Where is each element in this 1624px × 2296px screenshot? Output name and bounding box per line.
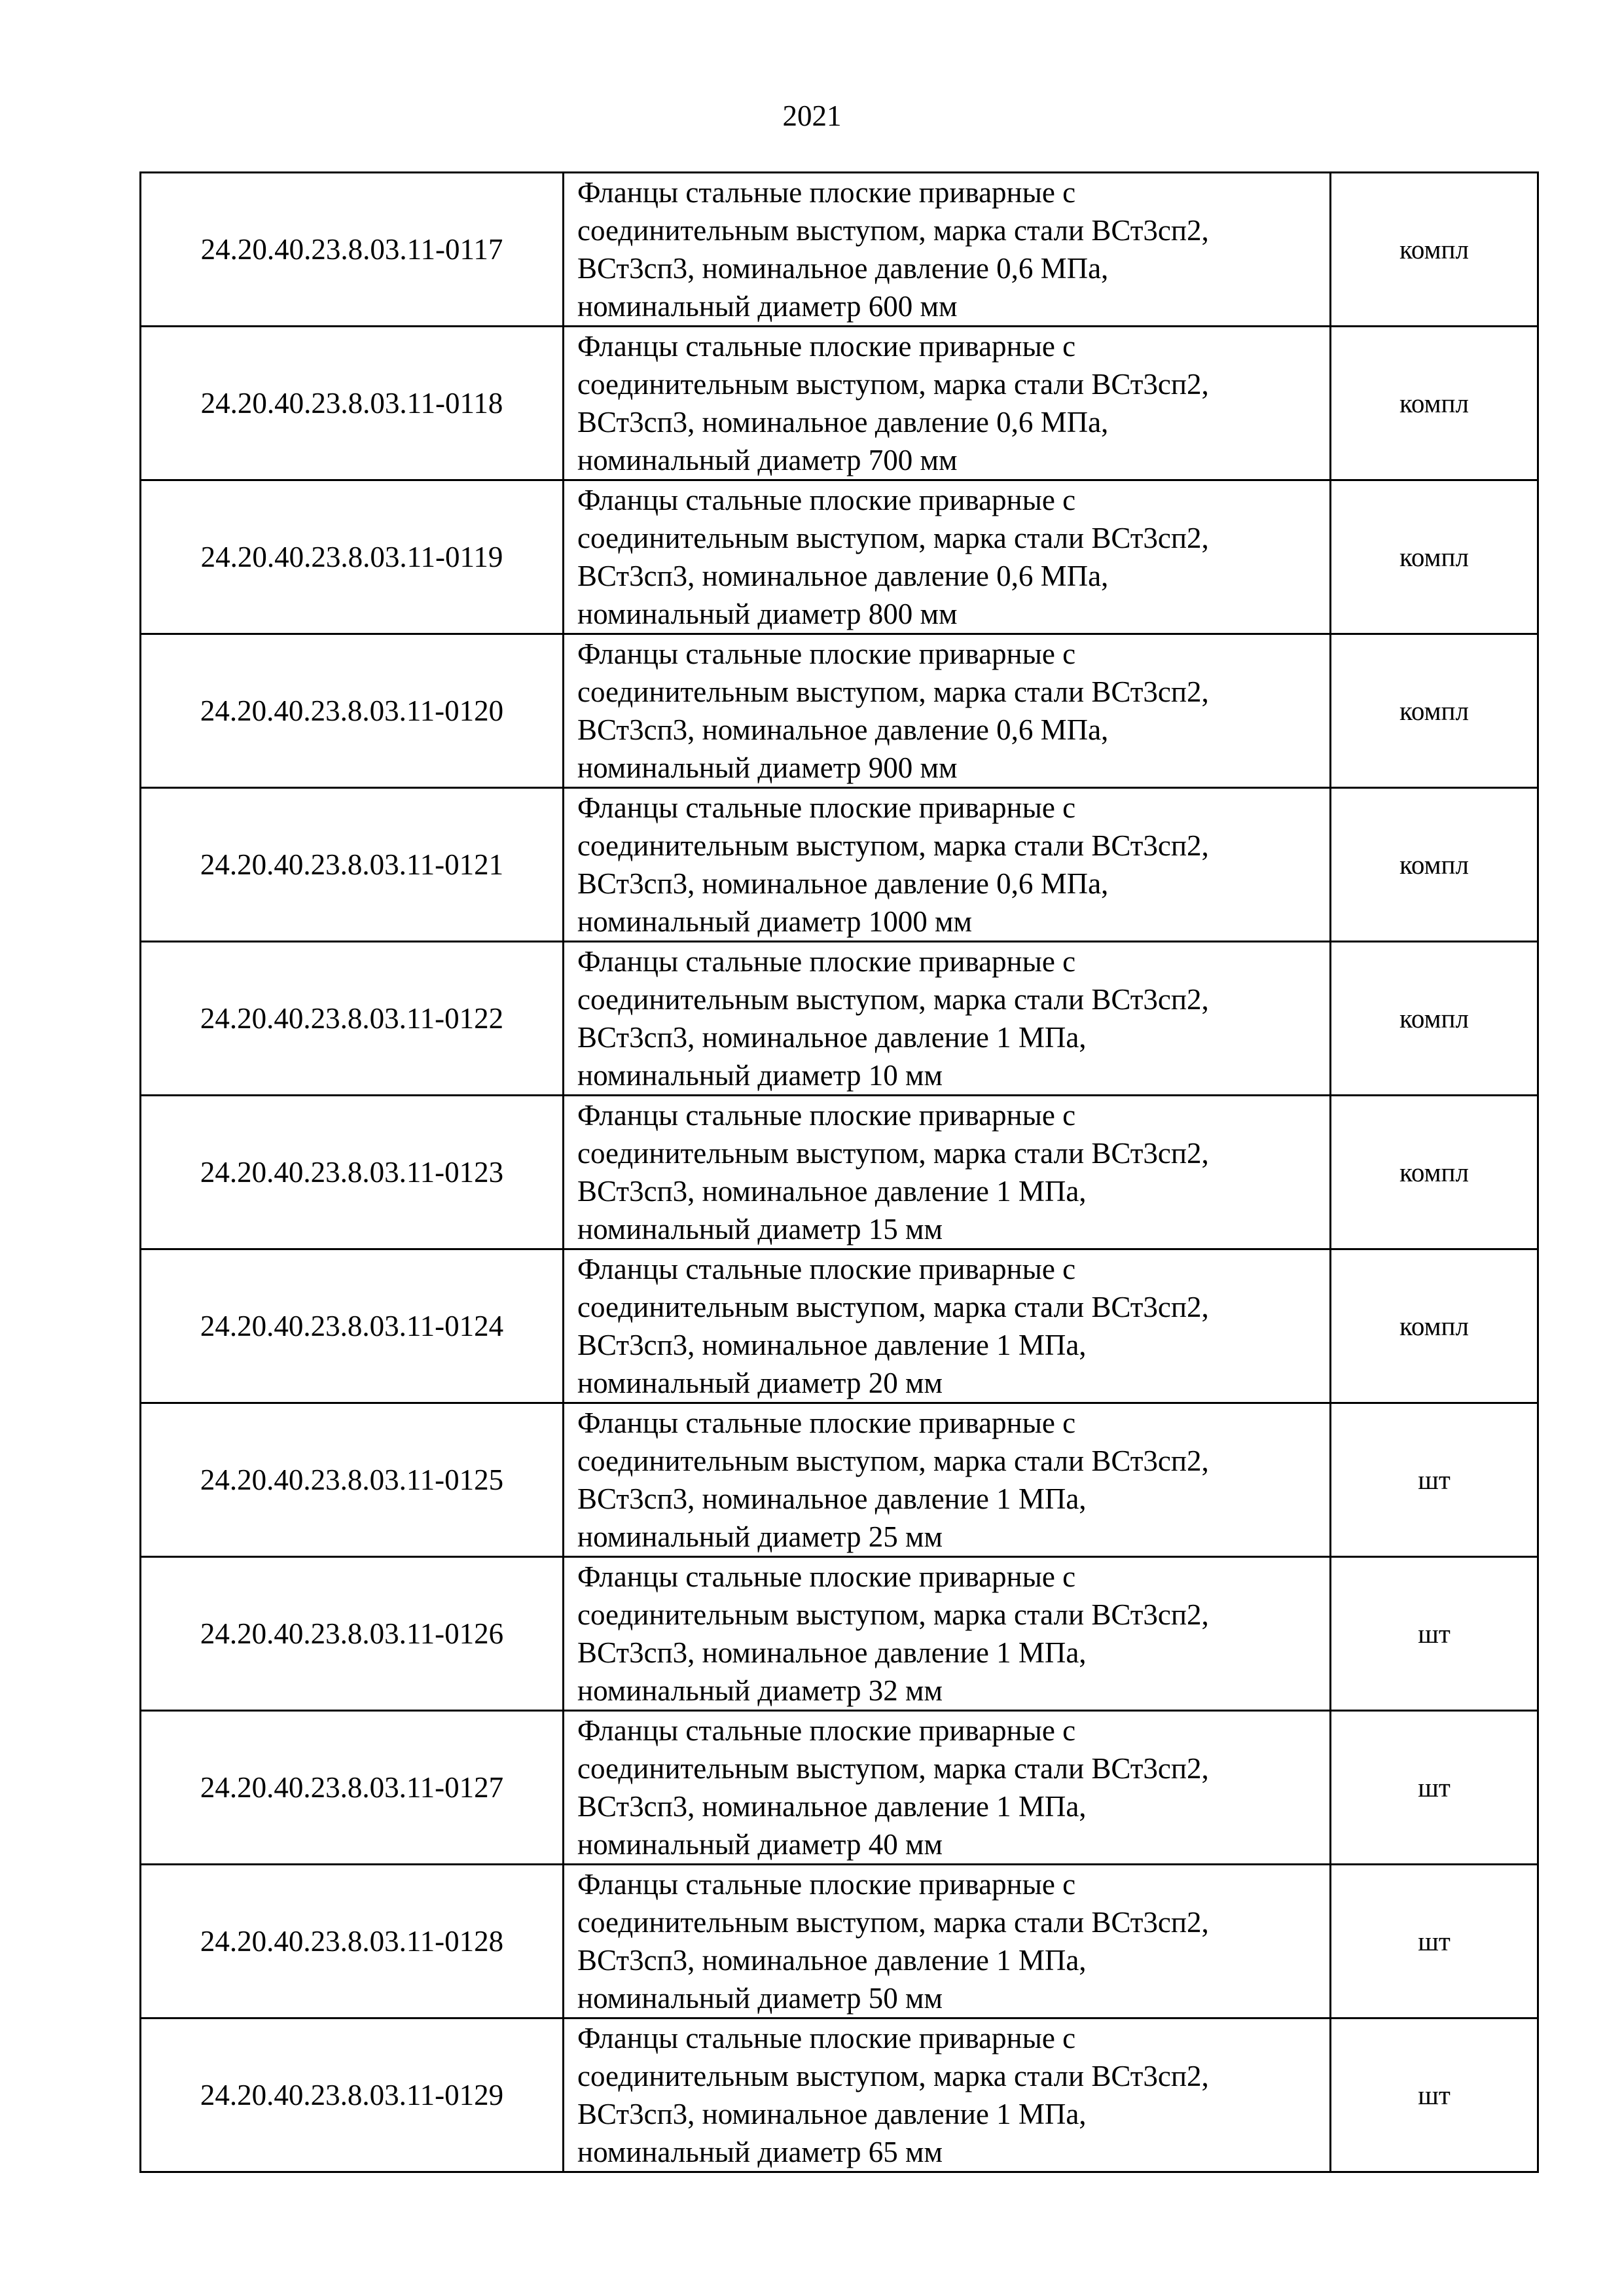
unit-cell: шт — [1331, 1711, 1538, 1865]
unit-cell: компл — [1331, 173, 1538, 327]
resource-code-cell: 24.20.40.23.8.03.11-0124 — [141, 1249, 564, 1403]
resource-name-line: ВСт3сп3, номинальное давление 1 МПа, — [577, 1790, 1087, 1823]
table-row — [141, 1711, 1538, 1865]
resource-name-line: Фланцы стальные плоские приварные с — [577, 484, 1076, 516]
resource-name-cell — [564, 327, 1331, 480]
resource-name-cell — [564, 480, 1331, 634]
table-row — [141, 942, 1538, 1096]
resource-name-line: ВСт3сп3, номинальное давление 0,6 МПа, — [577, 560, 1109, 592]
resource-name-line: номинальный диаметр 40 мм — [577, 1828, 943, 1861]
resource-name-line: соединительным выступом, марка стали ВСт3сп2, — [577, 829, 1209, 862]
resource-name-cell — [564, 1096, 1331, 1249]
resource-name-line: соединительным выступом, марка стали ВСт3сп2, — [577, 675, 1209, 708]
resource-name-line: соединительным выступом, марка стали ВСт3сп2, — [577, 1752, 1209, 1785]
resource-name-line: ВСт3сп3, номинальное давление 0,6 МПа, — [577, 867, 1109, 900]
resource-name-cell — [564, 1403, 1331, 1557]
resource-name-cell — [564, 788, 1331, 942]
resource-name-line: номинальный диаметр 15 мм — [577, 1213, 943, 1246]
resource-name-line: Фланцы стальные плоские приварные с — [577, 1868, 1076, 1901]
resource-name-line: номинальный диаметр 600 мм — [577, 290, 958, 323]
resource-name-line: Фланцы стальные плоские приварные с — [577, 1407, 1076, 1439]
resource-code-cell: 24.20.40.23.8.03.11-0118 — [141, 327, 564, 480]
resource-name-cell — [564, 634, 1331, 788]
resource-code-cell: 24.20.40.23.8.03.11-0127 — [141, 1711, 564, 1865]
resource-name-line: ВСт3сп3, номинальное давление 1 МПа, — [577, 1329, 1087, 1361]
resource-code-cell: 24.20.40.23.8.03.11-0125 — [141, 1403, 564, 1557]
resource-name-line: ВСт3сп3, номинальное давление 1 МПа, — [577, 1944, 1087, 1977]
resource-name-line: номинальный диаметр 700 мм — [577, 444, 958, 476]
resource-name-cell — [564, 2018, 1331, 2172]
resource-name-line: номинальный диаметр 50 мм — [577, 1982, 943, 2015]
resource-name-line: Фланцы стальные плоские приварные с — [577, 2022, 1076, 2054]
resource-name-line: номинальный диаметр 900 мм — [577, 751, 958, 784]
resource-name-line: номинальный диаметр 32 мм — [577, 1674, 943, 1707]
table-row — [141, 173, 1538, 327]
resource-name-line: соединительным выступом, марка стали ВСт3сп2, — [577, 214, 1209, 247]
table-row — [141, 2018, 1538, 2172]
resource-name-line: номинальный диаметр 20 мм — [577, 1367, 943, 1399]
unit-cell: шт — [1331, 1865, 1538, 2018]
resource-name-line: соединительным выступом, марка стали ВСт3сп2, — [577, 1444, 1209, 1477]
resource-name-line: Фланцы стальные плоские приварные с — [577, 176, 1076, 209]
resource-name-line: ВСт3сп3, номинальное давление 0,6 МПа, — [577, 252, 1109, 285]
table-row — [141, 634, 1538, 788]
resource-name-line: соединительным выступом, марка стали ВСт3сп2, — [577, 1137, 1209, 1170]
resource-name-cell — [564, 1711, 1331, 1865]
resource-name-line: соединительным выступом, марка стали ВСт3сп2, — [577, 368, 1209, 401]
unit-cell: компл — [1331, 634, 1538, 788]
unit-cell: компл — [1331, 1249, 1538, 1403]
resource-name-line: номинальный диаметр 10 мм — [577, 1059, 943, 1092]
resource-name-line: номинальный диаметр 65 мм — [577, 2136, 943, 2168]
resource-name-line: Фланцы стальные плоские приварные с — [577, 1714, 1076, 1747]
resource-name-line: ВСт3сп3, номинальное давление 1 МПа, — [577, 1021, 1087, 1054]
resource-name-line: соединительным выступом, марка стали ВСт3сп2, — [577, 2060, 1209, 2092]
resource-name-line: Фланцы стальные плоские приварные с — [577, 1099, 1076, 1132]
resource-name-line: Фланцы стальные плоские приварные с — [577, 1560, 1076, 1593]
table-row — [141, 1865, 1538, 2018]
unit-cell: шт — [1331, 1557, 1538, 1711]
resource-name-line: ВСт3сп3, номинальное давление 0,6 МПа, — [577, 406, 1109, 439]
table-body — [141, 173, 1538, 2172]
unit-cell: компл — [1331, 327, 1538, 480]
resource-name-line: соединительным выступом, марка стали ВСт3сп2, — [577, 1291, 1209, 1323]
resource-name-line: соединительным выступом, марка стали ВСт3сп2, — [577, 1598, 1209, 1631]
resource-name-cell — [564, 1249, 1331, 1403]
resource-name-cell — [564, 1557, 1331, 1711]
resource-name-line: Фланцы стальные плоские приварные с — [577, 637, 1076, 670]
resource-name-line: ВСт3сп3, номинальное давление 1 МПа, — [577, 1482, 1087, 1515]
resource-code-cell: 24.20.40.23.8.03.11-0126 — [141, 1557, 564, 1711]
table-row — [141, 1249, 1538, 1403]
resource-name-cell — [564, 1865, 1331, 2018]
resource-name-cell — [564, 942, 1331, 1096]
resource-code-cell: 24.20.40.23.8.03.11-0129 — [141, 2018, 564, 2172]
table-row — [141, 1403, 1538, 1557]
resource-name-line: ВСт3сп3, номинальное давление 1 МПа, — [577, 2098, 1087, 2130]
resource-name-line: номинальный диаметр 1000 мм — [577, 905, 972, 938]
unit-cell: компл — [1331, 942, 1538, 1096]
unit-cell: компл — [1331, 1096, 1538, 1249]
resource-code-cell: 24.20.40.23.8.03.11-0128 — [141, 1865, 564, 2018]
table-row — [141, 788, 1538, 942]
page-number: 2021 — [782, 99, 842, 132]
unit-cell: шт — [1331, 2018, 1538, 2172]
unit-cell: компл — [1331, 788, 1538, 942]
resource-code-cell: 24.20.40.23.8.03.11-0117 — [141, 173, 564, 327]
resource-name-line: номинальный диаметр 800 мм — [577, 598, 958, 630]
resource-code-cell: 24.20.40.23.8.03.11-0123 — [141, 1096, 564, 1249]
resource-name-line: ВСт3сп3, номинальное давление 1 МПа, — [577, 1175, 1087, 1208]
resource-code-cell: 24.20.40.23.8.03.11-0119 — [141, 480, 564, 634]
resource-name-line: соединительным выступом, марка стали ВСт3сп2, — [577, 1906, 1209, 1939]
resource-name-line: Фланцы стальные плоские приварные с — [577, 791, 1076, 824]
resource-name-line: ВСт3сп3, номинальное давление 1 МПа, — [577, 1636, 1087, 1669]
resource-name-line: Фланцы стальные плоские приварные с — [577, 1253, 1076, 1285]
resource-name-line: соединительным выступом, марка стали ВСт3сп2, — [577, 522, 1209, 554]
resource-code-cell: 24.20.40.23.8.03.11-0120 — [141, 634, 564, 788]
resource-name-line: Фланцы стальные плоские приварные с — [577, 945, 1076, 978]
resource-code-cell: 24.20.40.23.8.03.11-0121 — [141, 788, 564, 942]
resource-name-cell — [564, 173, 1331, 327]
resource-table — [139, 171, 1539, 2173]
table-row — [141, 327, 1538, 480]
resource-code-cell: 24.20.40.23.8.03.11-0122 — [141, 942, 564, 1096]
unit-cell: компл — [1331, 480, 1538, 634]
table-row — [141, 480, 1538, 634]
resource-name-line: номинальный диаметр 25 мм — [577, 1520, 943, 1553]
table-row — [141, 1557, 1538, 1711]
resource-name-line: соединительным выступом, марка стали ВСт3сп2, — [577, 983, 1209, 1016]
table-row — [141, 1096, 1538, 1249]
unit-cell: шт — [1331, 1403, 1538, 1557]
resource-name-line: Фланцы стальные плоские приварные с — [577, 330, 1076, 363]
resource-name-line: ВСт3сп3, номинальное давление 0,6 МПа, — [577, 713, 1109, 746]
